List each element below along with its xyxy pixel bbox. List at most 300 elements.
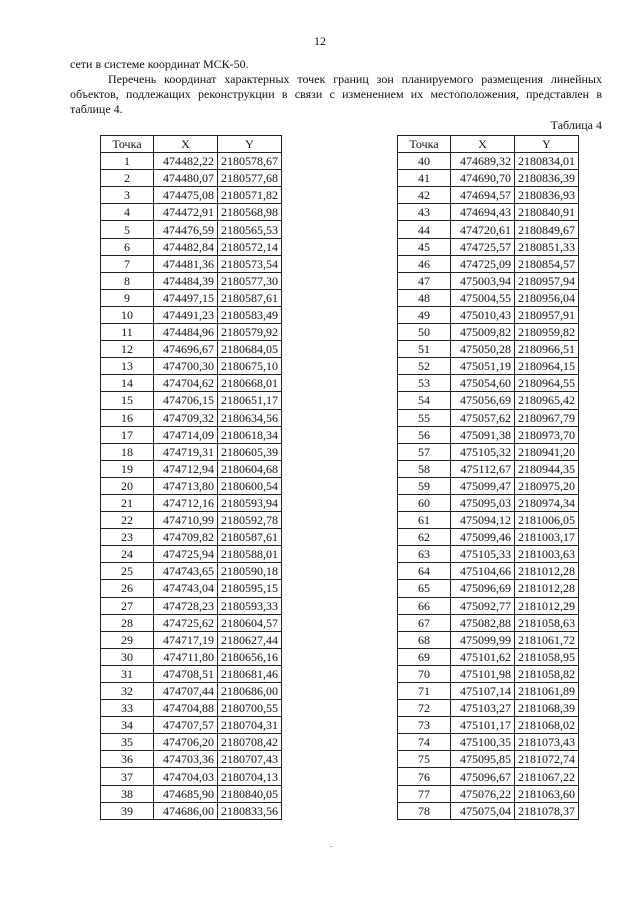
cell-point: 20 bbox=[101, 477, 154, 494]
cell-point: 2 bbox=[101, 170, 154, 187]
table-row bbox=[101, 563, 282, 580]
table-header-row bbox=[398, 136, 579, 153]
cell-point: 14 bbox=[101, 375, 154, 392]
cell-y: 2180681,46 bbox=[218, 665, 282, 682]
table-row bbox=[101, 324, 282, 341]
table-row bbox=[101, 734, 282, 751]
cell-y: 2181012,28 bbox=[515, 563, 579, 580]
cell-x: 474703,36 bbox=[154, 751, 218, 768]
table-row bbox=[398, 153, 579, 170]
table-row bbox=[101, 289, 282, 306]
cell-y: 2180593,94 bbox=[218, 494, 282, 511]
cell-y: 2180675,10 bbox=[218, 358, 282, 375]
cell-y: 2181072,74 bbox=[515, 751, 579, 768]
cell-y: 2180595,15 bbox=[218, 580, 282, 597]
cell-y: 2180579,92 bbox=[218, 324, 282, 341]
table-row bbox=[101, 170, 282, 187]
table-row bbox=[398, 170, 579, 187]
cell-point: 24 bbox=[101, 546, 154, 563]
cell-x: 475099,47 bbox=[451, 477, 515, 494]
table-row bbox=[101, 494, 282, 511]
cell-x: 475105,32 bbox=[451, 443, 515, 460]
cell-x: 475003,94 bbox=[451, 272, 515, 289]
cell-y: 2180700,55 bbox=[218, 700, 282, 717]
cell-y: 2180975,20 bbox=[515, 477, 579, 494]
cell-y: 2180965,42 bbox=[515, 392, 579, 409]
cell-x: 475103,27 bbox=[451, 700, 515, 717]
cell-x: 474725,62 bbox=[154, 614, 218, 631]
cell-y: 2181003,63 bbox=[515, 546, 579, 563]
table-row bbox=[101, 802, 282, 819]
table-row bbox=[398, 802, 579, 819]
cell-y: 2180849,67 bbox=[515, 221, 579, 238]
cell-point: 52 bbox=[398, 358, 451, 375]
cell-y: 2180836,39 bbox=[515, 170, 579, 187]
cell-y: 2181063,60 bbox=[515, 785, 579, 802]
cell-point: 70 bbox=[398, 665, 451, 682]
cell-point: 40 bbox=[398, 153, 451, 170]
cell-x: 474482,84 bbox=[154, 238, 218, 255]
cell-x: 475050,28 bbox=[451, 341, 515, 358]
cell-y: 2180588,01 bbox=[218, 546, 282, 563]
cell-x: 475105,33 bbox=[451, 546, 515, 563]
cell-y: 2180707,43 bbox=[218, 751, 282, 768]
cell-y: 2181067,22 bbox=[515, 768, 579, 785]
table-row bbox=[398, 631, 579, 648]
cell-x: 475092,77 bbox=[451, 597, 515, 614]
cell-x: 475100,35 bbox=[451, 734, 515, 751]
cell-x: 474711,80 bbox=[154, 648, 218, 665]
cell-x: 474707,44 bbox=[154, 683, 218, 700]
cell-x: 474706,15 bbox=[154, 392, 218, 409]
table-row bbox=[101, 409, 282, 426]
table-row bbox=[101, 187, 282, 204]
cell-point: 25 bbox=[101, 563, 154, 580]
cell-x: 474476,59 bbox=[154, 221, 218, 238]
table-row bbox=[398, 768, 579, 785]
cell-x: 474690,70 bbox=[451, 170, 515, 187]
table-row bbox=[398, 221, 579, 238]
cell-point: 47 bbox=[398, 272, 451, 289]
table-row bbox=[101, 768, 282, 785]
cell-y: 2180957,91 bbox=[515, 306, 579, 323]
table-row bbox=[398, 306, 579, 323]
table-row bbox=[101, 546, 282, 563]
cell-point: 57 bbox=[398, 443, 451, 460]
cell-y: 2180964,55 bbox=[515, 375, 579, 392]
cell-point: 21 bbox=[101, 494, 154, 511]
cell-y: 2181003,17 bbox=[515, 529, 579, 546]
table-row bbox=[398, 614, 579, 631]
cell-point: 34 bbox=[101, 717, 154, 734]
cell-x: 475099,46 bbox=[451, 529, 515, 546]
cell-y: 2180840,05 bbox=[218, 785, 282, 802]
cell-point: 59 bbox=[398, 477, 451, 494]
cell-y: 2180577,30 bbox=[218, 272, 282, 289]
cell-y: 2181061,72 bbox=[515, 631, 579, 648]
table-row bbox=[398, 717, 579, 734]
cell-y: 2180583,49 bbox=[218, 306, 282, 323]
cell-point: 68 bbox=[398, 631, 451, 648]
intro-paragraph: Перечень координат характерных точек границ зон планируемого размещения линейных объектов, подлежащих реконструкции в связи с изменением их местоположения, представлен в таблице 4. bbox=[70, 72, 602, 116]
cell-x: 474712,94 bbox=[154, 460, 218, 477]
cell-point: 54 bbox=[398, 392, 451, 409]
cell-x: 475056,69 bbox=[451, 392, 515, 409]
cell-x: 474491,23 bbox=[154, 306, 218, 323]
cell-x: 475096,67 bbox=[451, 768, 515, 785]
table-row bbox=[398, 785, 579, 802]
cell-y: 2180604,57 bbox=[218, 614, 282, 631]
cell-y: 2180587,61 bbox=[218, 529, 282, 546]
cell-y: 2180704,13 bbox=[218, 768, 282, 785]
table-row bbox=[398, 580, 579, 597]
cell-y: 2180708,42 bbox=[218, 734, 282, 751]
cell-x: 474480,07 bbox=[154, 170, 218, 187]
table-row bbox=[101, 392, 282, 409]
cell-point: 62 bbox=[398, 529, 451, 546]
table-row bbox=[398, 546, 579, 563]
cell-y: 2181058,63 bbox=[515, 614, 579, 631]
cell-point: 78 bbox=[398, 802, 451, 819]
table-row bbox=[101, 272, 282, 289]
cell-y: 2180833,56 bbox=[218, 802, 282, 819]
cell-point: 46 bbox=[398, 255, 451, 272]
cell-point: 75 bbox=[398, 751, 451, 768]
table-row bbox=[101, 255, 282, 272]
cell-x: 474709,82 bbox=[154, 529, 218, 546]
cell-point: 38 bbox=[101, 785, 154, 802]
cell-x: 475096,69 bbox=[451, 580, 515, 597]
cell-y: 2181068,39 bbox=[515, 700, 579, 717]
cell-x: 474696,67 bbox=[154, 341, 218, 358]
cell-y: 2180618,34 bbox=[218, 426, 282, 443]
cell-x: 475054,60 bbox=[451, 375, 515, 392]
cell-x: 475009,82 bbox=[451, 324, 515, 341]
cell-y: 2180967,79 bbox=[515, 409, 579, 426]
cell-point: 36 bbox=[101, 751, 154, 768]
cell-point: 41 bbox=[398, 170, 451, 187]
cell-point: 39 bbox=[101, 802, 154, 819]
intro-line: сети в системе координат МСК-50. bbox=[70, 57, 249, 71]
cell-y: 2181012,28 bbox=[515, 580, 579, 597]
table-row bbox=[398, 426, 579, 443]
table-row bbox=[398, 204, 579, 221]
table-row bbox=[398, 597, 579, 614]
coordinates-table-right bbox=[397, 135, 579, 820]
cell-x: 474482,22 bbox=[154, 153, 218, 170]
cell-point: 37 bbox=[101, 768, 154, 785]
cell-point: 50 bbox=[398, 324, 451, 341]
cell-x: 474484,39 bbox=[154, 272, 218, 289]
table-row bbox=[398, 751, 579, 768]
cell-point: 53 bbox=[398, 375, 451, 392]
cell-y: 2180634,56 bbox=[218, 409, 282, 426]
cell-x: 474704,62 bbox=[154, 375, 218, 392]
cell-y: 2180668,01 bbox=[218, 375, 282, 392]
cell-y: 2180959,82 bbox=[515, 324, 579, 341]
header-point: Точка bbox=[101, 136, 154, 153]
table-row bbox=[101, 683, 282, 700]
cell-x: 474725,94 bbox=[154, 546, 218, 563]
cell-y: 2180565,53 bbox=[218, 221, 282, 238]
cell-x: 475075,04 bbox=[451, 802, 515, 819]
cell-x: 474717,19 bbox=[154, 631, 218, 648]
cell-x: 474719,31 bbox=[154, 443, 218, 460]
cell-y: 2180957,94 bbox=[515, 272, 579, 289]
header-y: Y bbox=[218, 136, 282, 153]
table-row bbox=[101, 597, 282, 614]
cell-point: 65 bbox=[398, 580, 451, 597]
header-y: Y bbox=[515, 136, 579, 153]
table-row bbox=[398, 392, 579, 409]
cell-x: 474685,90 bbox=[154, 785, 218, 802]
table-row bbox=[101, 477, 282, 494]
table-row bbox=[398, 187, 579, 204]
cell-point: 72 bbox=[398, 700, 451, 717]
table-row bbox=[101, 512, 282, 529]
cell-x: 474743,04 bbox=[154, 580, 218, 597]
header-x: X bbox=[154, 136, 218, 153]
header-x: X bbox=[451, 136, 515, 153]
table-row bbox=[398, 683, 579, 700]
cell-point: 51 bbox=[398, 341, 451, 358]
cell-point: 61 bbox=[398, 512, 451, 529]
cell-point: 73 bbox=[398, 717, 451, 734]
cell-point: 55 bbox=[398, 409, 451, 426]
cell-point: 48 bbox=[398, 289, 451, 306]
cell-point: 64 bbox=[398, 563, 451, 580]
table-row bbox=[398, 358, 579, 375]
cell-point: 27 bbox=[101, 597, 154, 614]
cell-point: 45 bbox=[398, 238, 451, 255]
cell-y: 2180956,04 bbox=[515, 289, 579, 306]
page-number: 12 bbox=[314, 34, 326, 48]
cell-x: 474700,30 bbox=[154, 358, 218, 375]
table-row bbox=[398, 324, 579, 341]
cell-y: 2181068,02 bbox=[515, 717, 579, 734]
header-point: Точка bbox=[398, 136, 451, 153]
cell-y: 2180571,82 bbox=[218, 187, 282, 204]
cell-x: 474481,36 bbox=[154, 255, 218, 272]
scan-mark bbox=[330, 846, 333, 847]
cell-y: 2180966,51 bbox=[515, 341, 579, 358]
table-row bbox=[101, 648, 282, 665]
table-row bbox=[398, 563, 579, 580]
cell-y: 2181012,29 bbox=[515, 597, 579, 614]
cell-x: 475101,62 bbox=[451, 648, 515, 665]
cell-point: 66 bbox=[398, 597, 451, 614]
table-row bbox=[101, 700, 282, 717]
table-row bbox=[101, 460, 282, 477]
cell-x: 474714,09 bbox=[154, 426, 218, 443]
cell-point: 12 bbox=[101, 341, 154, 358]
cell-y: 2180600,54 bbox=[218, 477, 282, 494]
cell-y: 2180941,20 bbox=[515, 443, 579, 460]
table-row bbox=[101, 375, 282, 392]
cell-y: 2181058,95 bbox=[515, 648, 579, 665]
cell-x: 474708,51 bbox=[154, 665, 218, 682]
table-row bbox=[398, 494, 579, 511]
cell-point: 9 bbox=[101, 289, 154, 306]
cell-point: 31 bbox=[101, 665, 154, 682]
cell-x: 474689,32 bbox=[451, 153, 515, 170]
cell-y: 2180572,14 bbox=[218, 238, 282, 255]
table-row bbox=[101, 238, 282, 255]
table-row bbox=[398, 289, 579, 306]
cell-x: 475112,67 bbox=[451, 460, 515, 477]
table-row bbox=[101, 665, 282, 682]
table-row bbox=[398, 409, 579, 426]
cell-point: 69 bbox=[398, 648, 451, 665]
cell-x: 474704,03 bbox=[154, 768, 218, 785]
cell-x: 474484,96 bbox=[154, 324, 218, 341]
cell-y: 2180593,33 bbox=[218, 597, 282, 614]
cell-y: 2180704,31 bbox=[218, 717, 282, 734]
cell-y: 2180974,34 bbox=[515, 494, 579, 511]
cell-x: 475094,12 bbox=[451, 512, 515, 529]
cell-y: 2180592,78 bbox=[218, 512, 282, 529]
cell-y: 2180605,39 bbox=[218, 443, 282, 460]
table-row bbox=[101, 785, 282, 802]
cell-x: 475082,88 bbox=[451, 614, 515, 631]
cell-x: 475101,17 bbox=[451, 717, 515, 734]
cell-x: 474720,61 bbox=[451, 221, 515, 238]
cell-y: 2180604,68 bbox=[218, 460, 282, 477]
cell-point: 15 bbox=[101, 392, 154, 409]
cell-y: 2180851,33 bbox=[515, 238, 579, 255]
cell-y: 2180587,61 bbox=[218, 289, 282, 306]
cell-x: 474713,80 bbox=[154, 477, 218, 494]
cell-y: 2180627,44 bbox=[218, 631, 282, 648]
cell-point: 18 bbox=[101, 443, 154, 460]
cell-point: 10 bbox=[101, 306, 154, 323]
cell-point: 33 bbox=[101, 700, 154, 717]
cell-x: 475095,85 bbox=[451, 751, 515, 768]
cell-y: 2180568,98 bbox=[218, 204, 282, 221]
cell-x: 474725,57 bbox=[451, 238, 515, 255]
cell-point: 29 bbox=[101, 631, 154, 648]
cell-x: 475091,38 bbox=[451, 426, 515, 443]
cell-point: 5 bbox=[101, 221, 154, 238]
cell-y: 2180964,15 bbox=[515, 358, 579, 375]
cell-point: 43 bbox=[398, 204, 451, 221]
cell-x: 475057,62 bbox=[451, 409, 515, 426]
cell-point: 58 bbox=[398, 460, 451, 477]
cell-x: 475095,03 bbox=[451, 494, 515, 511]
table-row bbox=[101, 341, 282, 358]
table-row bbox=[398, 477, 579, 494]
cell-y: 2180854,57 bbox=[515, 255, 579, 272]
cell-point: 17 bbox=[101, 426, 154, 443]
table-row bbox=[398, 529, 579, 546]
cell-y: 2181006,05 bbox=[515, 512, 579, 529]
table-row bbox=[398, 375, 579, 392]
table-row bbox=[398, 238, 579, 255]
cell-point: 13 bbox=[101, 358, 154, 375]
cell-y: 2181073,43 bbox=[515, 734, 579, 751]
table-row bbox=[101, 631, 282, 648]
table-row bbox=[398, 341, 579, 358]
cell-x: 474706,20 bbox=[154, 734, 218, 751]
cell-point: 30 bbox=[101, 648, 154, 665]
cell-point: 77 bbox=[398, 785, 451, 802]
cell-x: 474710,99 bbox=[154, 512, 218, 529]
table-caption: Таблица 4 bbox=[550, 118, 602, 132]
table-row bbox=[398, 272, 579, 289]
table-row bbox=[101, 580, 282, 597]
cell-x: 475099,99 bbox=[451, 631, 515, 648]
cell-y: 2180836,93 bbox=[515, 187, 579, 204]
cell-x: 474728,23 bbox=[154, 597, 218, 614]
cell-x: 475010,43 bbox=[451, 306, 515, 323]
cell-x: 474704,88 bbox=[154, 700, 218, 717]
cell-y: 2180834,01 bbox=[515, 153, 579, 170]
cell-point: 67 bbox=[398, 614, 451, 631]
table-row bbox=[101, 751, 282, 768]
table-row bbox=[101, 221, 282, 238]
cell-y: 2181061,89 bbox=[515, 683, 579, 700]
cell-y: 2180651,17 bbox=[218, 392, 282, 409]
cell-point: 11 bbox=[101, 324, 154, 341]
cell-point: 71 bbox=[398, 683, 451, 700]
table-header-row bbox=[101, 136, 282, 153]
table-row bbox=[398, 648, 579, 665]
cell-point: 4 bbox=[101, 204, 154, 221]
coordinates-table-left bbox=[100, 135, 282, 820]
table-row bbox=[398, 443, 579, 460]
cell-x: 475104,66 bbox=[451, 563, 515, 580]
cell-point: 16 bbox=[101, 409, 154, 426]
cell-point: 1 bbox=[101, 153, 154, 170]
table-row bbox=[398, 255, 579, 272]
cell-y: 2180573,54 bbox=[218, 255, 282, 272]
cell-x: 474743,65 bbox=[154, 563, 218, 580]
table-row bbox=[101, 717, 282, 734]
cell-y: 2180656,16 bbox=[218, 648, 282, 665]
cell-y: 2180577,68 bbox=[218, 170, 282, 187]
cell-point: 22 bbox=[101, 512, 154, 529]
cell-x: 474709,32 bbox=[154, 409, 218, 426]
cell-point: 32 bbox=[101, 683, 154, 700]
cell-point: 42 bbox=[398, 187, 451, 204]
cell-y: 2180686,00 bbox=[218, 683, 282, 700]
table-row bbox=[101, 153, 282, 170]
cell-x: 474686,00 bbox=[154, 802, 218, 819]
cell-y: 2180973,70 bbox=[515, 426, 579, 443]
cell-x: 475101,98 bbox=[451, 665, 515, 682]
cell-y: 2181058,82 bbox=[515, 665, 579, 682]
cell-x: 475004,55 bbox=[451, 289, 515, 306]
table-row bbox=[101, 306, 282, 323]
cell-x: 475051,19 bbox=[451, 358, 515, 375]
cell-point: 44 bbox=[398, 221, 451, 238]
cell-point: 23 bbox=[101, 529, 154, 546]
table-row bbox=[398, 665, 579, 682]
cell-x: 474694,43 bbox=[451, 204, 515, 221]
cell-point: 56 bbox=[398, 426, 451, 443]
cell-x: 475107,14 bbox=[451, 683, 515, 700]
cell-point: 74 bbox=[398, 734, 451, 751]
cell-x: 474497,15 bbox=[154, 289, 218, 306]
cell-x: 474475,08 bbox=[154, 187, 218, 204]
cell-x: 474472,91 bbox=[154, 204, 218, 221]
table-row bbox=[101, 426, 282, 443]
table-row bbox=[101, 358, 282, 375]
cell-point: 76 bbox=[398, 768, 451, 785]
cell-y: 2180840,91 bbox=[515, 204, 579, 221]
table-row bbox=[101, 529, 282, 546]
cell-y: 2181078,37 bbox=[515, 802, 579, 819]
